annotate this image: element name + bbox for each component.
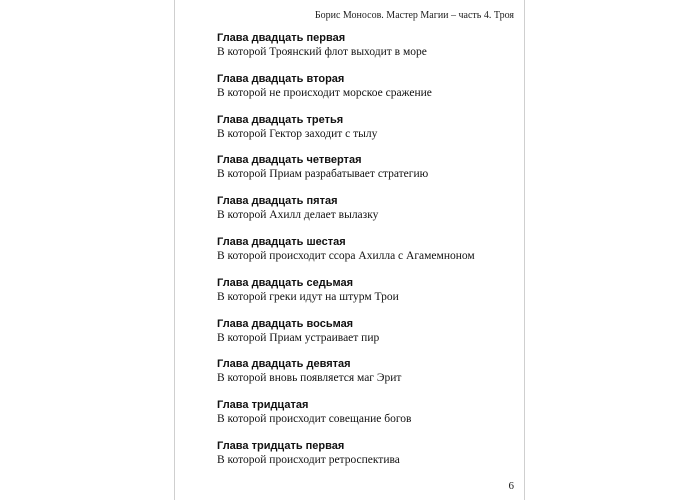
chapter-subtitle: В которой греки идут на штурм Трои <box>217 290 399 303</box>
toc-entry <box>217 236 517 277</box>
toc-entry <box>217 195 517 236</box>
page-number: 6 <box>508 480 514 492</box>
chapter-title: Глава тридцатая <box>217 399 309 412</box>
document-page <box>174 0 525 500</box>
chapter-subtitle: В которой не происходит морское сражение <box>217 86 432 99</box>
chapter-subtitle: В которой вновь появляется маг Эрит <box>217 372 402 385</box>
toc-entry <box>217 358 517 399</box>
chapter-title: Глава двадцать четвертая <box>217 154 362 167</box>
toc-entry <box>217 399 517 440</box>
toc-entry <box>217 154 517 195</box>
chapter-subtitle: В которой Ахилл делает вылазку <box>217 209 379 222</box>
chapter-title: Глава двадцать седьмая <box>217 276 354 289</box>
chapter-title: Глава двадцать пятая <box>217 195 338 208</box>
chapter-title: Глава двадцать шестая <box>217 235 346 248</box>
toc-entry <box>217 318 517 359</box>
chapter-title: Глава двадцать первая <box>217 32 346 44</box>
chapter-title: Глава двадцать третья <box>217 113 344 126</box>
table-of-contents <box>217 32 517 481</box>
chapter-title: Глава двадцать девятая <box>217 358 351 371</box>
toc-entry <box>217 114 517 155</box>
toc-entry <box>217 440 517 481</box>
chapter-subtitle: В которой происходит ретроспектива <box>217 453 400 466</box>
chapter-title: Глава двадцать восьмая <box>217 317 354 330</box>
chapter-subtitle: В которой Гектор заходит с тылу <box>217 127 378 140</box>
running-header: Борис Моносов. Мастер Магии – часть 4. Троя <box>314 10 514 21</box>
chapter-subtitle: В которой происходит совещание богов <box>217 413 412 426</box>
chapter-title: Глава двадцать вторая <box>217 72 345 85</box>
chapter-subtitle: В которой Приам разрабатывает стратегию <box>217 168 429 181</box>
toc-entry <box>217 73 517 114</box>
chapter-title: Глава тридцать первая <box>217 439 345 452</box>
toc-entry <box>217 277 517 318</box>
chapter-subtitle: В которой происходит ссора Ахилла с Агамемноном <box>217 249 475 262</box>
chapter-subtitle: В которой Приам устраивает пир <box>217 331 380 344</box>
chapter-subtitle: В которой Троянский флот выходит в море <box>217 46 427 58</box>
toc-entry <box>217 32 517 73</box>
